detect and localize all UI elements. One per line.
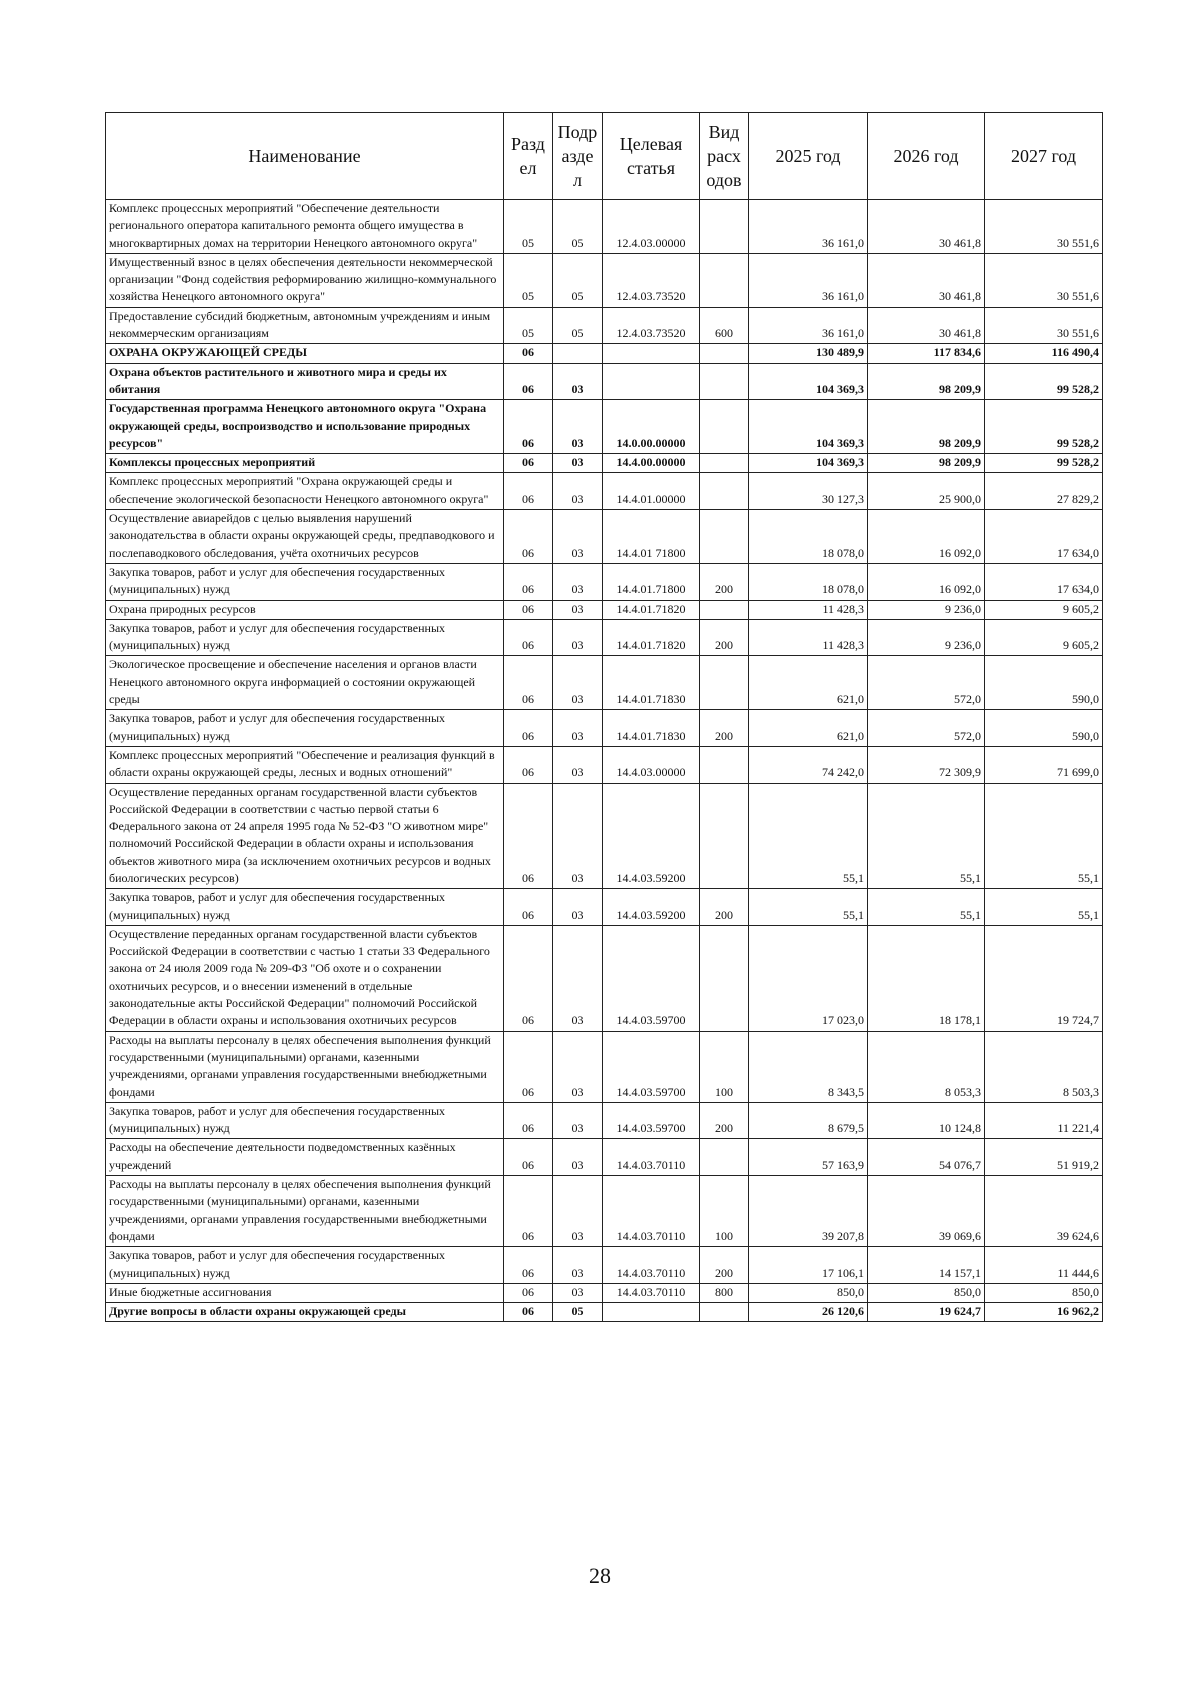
- table-row: [106, 253, 1103, 307]
- row-2027: 8 503,3: [985, 1031, 1103, 1102]
- row-subsection: 03: [553, 925, 603, 1031]
- table-body: [106, 200, 1103, 1322]
- row-2027: 17 634,0: [985, 510, 1103, 564]
- table-row: [106, 363, 1103, 400]
- row-target: 14.4.01.71830: [603, 710, 700, 747]
- row-subsection: 03: [553, 710, 603, 747]
- row-section: 06: [504, 925, 553, 1031]
- row-expense-type: 200: [700, 619, 749, 656]
- row-2025: 17 023,0: [749, 925, 868, 1031]
- row-name: Комплекс процессных мероприятий "Обеспечение и реализация функций в области охраны окружающей среды, лесных и водных отношений": [106, 746, 504, 783]
- row-target: 12.4.03.73520: [603, 307, 700, 344]
- row-expense-type: [700, 783, 749, 889]
- row-section: 06: [504, 510, 553, 564]
- row-subsection: 03: [553, 454, 603, 473]
- row-subsection: 03: [553, 656, 603, 710]
- row-section: 06: [504, 1031, 553, 1102]
- row-target: 14.4.01.00000: [603, 473, 700, 510]
- table-row: [106, 925, 1103, 1031]
- row-2027: 9 605,2: [985, 619, 1103, 656]
- row-2027: 9 605,2: [985, 600, 1103, 619]
- row-expense-type: [700, 600, 749, 619]
- row-2026: 572,0: [868, 656, 985, 710]
- row-2026: 850,0: [868, 1283, 985, 1302]
- row-target: [603, 344, 700, 363]
- row-2026: 30 461,8: [868, 200, 985, 254]
- row-2026: 25 900,0: [868, 473, 985, 510]
- row-name: Закупка товаров, работ и услуг для обеспечения государственных (муниципальных) нужд: [106, 619, 504, 656]
- row-section: 06: [504, 889, 553, 926]
- row-name: Закупка товаров, работ и услуг для обеспечения государственных (муниципальных) нужд: [106, 710, 504, 747]
- row-2026: 98 209,9: [868, 454, 985, 473]
- row-2026: 16 092,0: [868, 563, 985, 600]
- row-name: Расходы на выплаты персоналу в целях обеспечения выполнения функций государственными (муниципальными) органами, казенными учреждениями, органами управления государственными внебюджетными фондами: [106, 1176, 504, 1247]
- row-2025: 55,1: [749, 783, 868, 889]
- row-subsection: 03: [553, 563, 603, 600]
- table-row: [106, 600, 1103, 619]
- row-2025: 104 369,3: [749, 454, 868, 473]
- row-name: Охрана объектов растительного и животного мира и среды их обитания: [106, 363, 504, 400]
- row-2025: 36 161,0: [749, 307, 868, 344]
- row-name: Закупка товаров, работ и услуг для обеспечения государственных (муниципальных) нужд: [106, 889, 504, 926]
- row-section: 06: [504, 363, 553, 400]
- table-row: [106, 473, 1103, 510]
- header-target: Целевая статья: [603, 113, 700, 200]
- row-target: 14.4.03.59700: [603, 1102, 700, 1139]
- row-2027: 55,1: [985, 783, 1103, 889]
- row-section: 06: [504, 563, 553, 600]
- row-target: 12.4.03.00000: [603, 200, 700, 254]
- budget-table: [105, 112, 1103, 1322]
- row-target: 14.4.03.70110: [603, 1176, 700, 1247]
- table-row: [106, 1247, 1103, 1284]
- row-2025: 850,0: [749, 1283, 868, 1302]
- table-row: [106, 1283, 1103, 1302]
- row-2025: 30 127,3: [749, 473, 868, 510]
- row-target: 14.4.00.00000: [603, 454, 700, 473]
- row-subsection: 03: [553, 1247, 603, 1284]
- row-expense-type: [700, 363, 749, 400]
- row-2025: 36 161,0: [749, 200, 868, 254]
- table-row: [106, 1102, 1103, 1139]
- row-subsection: 05: [553, 200, 603, 254]
- row-name: Предоставление субсидий бюджетным, автономным учреждениям и иным некоммерческим организациям: [106, 307, 504, 344]
- row-target: 14.4.03.59200: [603, 783, 700, 889]
- row-expense-type: [700, 510, 749, 564]
- row-name: Закупка товаров, работ и услуг для обеспечения государственных (муниципальных) нужд: [106, 1247, 504, 1284]
- row-2027: 19 724,7: [985, 925, 1103, 1031]
- row-2027: 99 528,2: [985, 400, 1103, 454]
- row-subsection: 03: [553, 1102, 603, 1139]
- row-subsection: 03: [553, 783, 603, 889]
- header-subsection: Подр азде л: [553, 113, 603, 200]
- row-2025: 11 428,3: [749, 619, 868, 656]
- row-target: 14.4.03.70110: [603, 1139, 700, 1176]
- row-section: 06: [504, 656, 553, 710]
- row-target: 14.4.01.71830: [603, 656, 700, 710]
- row-target: [603, 1303, 700, 1322]
- row-target: 14.4.03.59200: [603, 889, 700, 926]
- row-subsection: 03: [553, 363, 603, 400]
- row-expense-type: 200: [700, 1247, 749, 1284]
- row-subsection: [553, 344, 603, 363]
- row-subsection: 03: [553, 510, 603, 564]
- row-2027: 39 624,6: [985, 1176, 1103, 1247]
- row-expense-type: 600: [700, 307, 749, 344]
- row-2026: 30 461,8: [868, 307, 985, 344]
- row-expense-type: [700, 746, 749, 783]
- row-expense-type: [700, 925, 749, 1031]
- table-row: [106, 746, 1103, 783]
- row-name: Осуществление авиарейдов с целью выявления нарушений законодательства в области охраны окружающей среды, предпаводкового и послепаводкового обследования, учёта охотничьих ресурсов: [106, 510, 504, 564]
- row-expense-type: [700, 344, 749, 363]
- table-row: [106, 454, 1103, 473]
- row-expense-type: 200: [700, 1102, 749, 1139]
- row-target: 14.4.01.71820: [603, 600, 700, 619]
- row-2026: 98 209,9: [868, 363, 985, 400]
- row-2027: 51 919,2: [985, 1139, 1103, 1176]
- row-target: 14.4.01.71820: [603, 619, 700, 656]
- row-subsection: 03: [553, 473, 603, 510]
- row-section: 06: [504, 1247, 553, 1284]
- row-section: 06: [504, 1283, 553, 1302]
- row-name: ОХРАНА ОКРУЖАЮЩЕЙ СРЕДЫ: [106, 344, 504, 363]
- row-name: Экологическое просвещение и обеспечение населения и органов власти Ненецкого автономного округа информацией о состоянии окружающей среды: [106, 656, 504, 710]
- row-expense-type: 800: [700, 1283, 749, 1302]
- row-2025: 18 078,0: [749, 510, 868, 564]
- row-section: 06: [504, 344, 553, 363]
- row-2027: 30 551,6: [985, 307, 1103, 344]
- row-expense-type: [700, 253, 749, 307]
- table-header-row: [106, 113, 1103, 200]
- page-number: 28: [589, 1563, 611, 1588]
- row-subsection: 03: [553, 1031, 603, 1102]
- row-name: Осуществление переданных органам государственной власти субъектов Российской Федерации в соответствии с частью первой статьи 6 Федерального закона от 24 апреля 1995 года № 52-ФЗ "О животном мире" полномочий Российской Федерации в области охраны и использования объектов животного мира (за исключением охотничьих ресурсов и водных биологических ресурсов): [106, 783, 504, 889]
- row-target: 14.4.03.59700: [603, 1031, 700, 1102]
- row-2025: 57 163,9: [749, 1139, 868, 1176]
- row-expense-type: [700, 1139, 749, 1176]
- table-row: [106, 510, 1103, 564]
- row-expense-type: [700, 400, 749, 454]
- row-2025: 621,0: [749, 656, 868, 710]
- row-2025: 36 161,0: [749, 253, 868, 307]
- row-name: Закупка товаров, работ и услуг для обеспечения государственных (муниципальных) нужд: [106, 1102, 504, 1139]
- row-subsection: 05: [553, 253, 603, 307]
- row-2026: 54 076,7: [868, 1139, 985, 1176]
- row-expense-type: 100: [700, 1031, 749, 1102]
- row-2027: 116 490,4: [985, 344, 1103, 363]
- row-section: 06: [504, 619, 553, 656]
- row-2025: 18 078,0: [749, 563, 868, 600]
- row-section: 06: [504, 400, 553, 454]
- row-2026: 117 834,6: [868, 344, 985, 363]
- row-2026: 16 092,0: [868, 510, 985, 564]
- row-2025: 104 369,3: [749, 400, 868, 454]
- row-2026: 55,1: [868, 783, 985, 889]
- row-subsection: 03: [553, 1283, 603, 1302]
- row-subsection: 03: [553, 400, 603, 454]
- row-name: Имущественный взнос в целях обеспечения деятельности некоммерческой организации "Фонд содействия реформированию жилищно-коммунального хозяйства Ненецкого автономного округа": [106, 253, 504, 307]
- row-2025: 55,1: [749, 889, 868, 926]
- header-2025: 2025 год: [749, 113, 868, 200]
- row-subsection: 03: [553, 889, 603, 926]
- header-section: Разд ел: [504, 113, 553, 200]
- row-target: 14.4.03.70110: [603, 1283, 700, 1302]
- row-2025: 74 242,0: [749, 746, 868, 783]
- row-section: 06: [504, 1176, 553, 1247]
- row-section: 06: [504, 1139, 553, 1176]
- row-2025: 26 120,6: [749, 1303, 868, 1322]
- row-target: [603, 363, 700, 400]
- row-expense-type: [700, 200, 749, 254]
- row-2026: 9 236,0: [868, 600, 985, 619]
- row-2027: 11 444,6: [985, 1247, 1103, 1284]
- row-2026: 8 053,3: [868, 1031, 985, 1102]
- row-target: 14.0.00.00000: [603, 400, 700, 454]
- row-expense-type: 200: [700, 563, 749, 600]
- row-subsection: 05: [553, 307, 603, 344]
- row-section: 06: [504, 454, 553, 473]
- row-2026: 14 157,1: [868, 1247, 985, 1284]
- row-section: 06: [504, 783, 553, 889]
- row-2027: 590,0: [985, 710, 1103, 747]
- row-subsection: 03: [553, 600, 603, 619]
- row-target: 14.4.01.71800: [603, 563, 700, 600]
- table-row: [106, 1139, 1103, 1176]
- row-expense-type: [700, 473, 749, 510]
- row-target: 12.4.03.73520: [603, 253, 700, 307]
- row-subsection: 03: [553, 746, 603, 783]
- row-2027: 30 551,6: [985, 253, 1103, 307]
- row-subsection: 05: [553, 1303, 603, 1322]
- row-2026: 18 178,1: [868, 925, 985, 1031]
- row-2026: 39 069,6: [868, 1176, 985, 1247]
- table-row: [106, 200, 1103, 254]
- row-2025: 104 369,3: [749, 363, 868, 400]
- header-expense-type: Вид расх одов: [700, 113, 749, 200]
- row-name: Осуществление переданных органам государственной власти субъектов Российской Федерации в соответствии с частью 1 статьи 33 Федерального закона от 24 июля 2009 года № 209-ФЗ "Об охоте и о сохранении охотничьих ресурсов, и о внесении изменений в отдельные законодательные акты Российской Федерации" полномочий Российской Федерации в области охраны и использования охотничьих ресурсов: [106, 925, 504, 1031]
- row-name: Другие вопросы в области охраны окружающей среды: [106, 1303, 504, 1322]
- row-2026: 9 236,0: [868, 619, 985, 656]
- row-2026: 572,0: [868, 710, 985, 747]
- row-target: 14.4.03.59700: [603, 925, 700, 1031]
- row-section: 06: [504, 600, 553, 619]
- row-2025: 8 679,5: [749, 1102, 868, 1139]
- row-name: Иные бюджетные ассигнования: [106, 1283, 504, 1302]
- row-name: Комплекс процессных мероприятий "Охрана окружающей среды и обеспечение экологической безопасности Ненецкого автономного округа": [106, 473, 504, 510]
- row-expense-type: 100: [700, 1176, 749, 1247]
- table-row: [106, 1176, 1103, 1247]
- table-row: [106, 619, 1103, 656]
- table-row: [106, 1031, 1103, 1102]
- table-row: [106, 563, 1103, 600]
- row-2026: 55,1: [868, 889, 985, 926]
- header-name: Наименование: [106, 113, 504, 200]
- row-2025: 11 428,3: [749, 600, 868, 619]
- row-expense-type: 200: [700, 889, 749, 926]
- row-2027: 27 829,2: [985, 473, 1103, 510]
- row-2026: 19 624,7: [868, 1303, 985, 1322]
- row-2027: 71 699,0: [985, 746, 1103, 783]
- row-target: 14.4.03.70110: [603, 1247, 700, 1284]
- table-row: [106, 307, 1103, 344]
- row-2027: 17 634,0: [985, 563, 1103, 600]
- row-target: 14.4.01 71800: [603, 510, 700, 564]
- row-name: Закупка товаров, работ и услуг для обеспечения государственных (муниципальных) нужд: [106, 563, 504, 600]
- table-row: [106, 656, 1103, 710]
- table-row: [106, 344, 1103, 363]
- row-2025: 621,0: [749, 710, 868, 747]
- row-expense-type: [700, 656, 749, 710]
- row-2025: 130 489,9: [749, 344, 868, 363]
- table-row: [106, 889, 1103, 926]
- row-2026: 30 461,8: [868, 253, 985, 307]
- row-name: Комплекс процессных мероприятий "Обеспечение деятельности регионального оператора капитального ремонта общего имущества в многоквартирных домах на территории Ненецкого автономного округа": [106, 200, 504, 254]
- row-subsection: 03: [553, 1139, 603, 1176]
- row-2025: 39 207,8: [749, 1176, 868, 1247]
- row-2027: 30 551,6: [985, 200, 1103, 254]
- row-2026: 72 309,9: [868, 746, 985, 783]
- table-row: [106, 1303, 1103, 1322]
- row-2025: 17 106,1: [749, 1247, 868, 1284]
- row-section: 06: [504, 710, 553, 747]
- row-2027: 16 962,2: [985, 1303, 1103, 1322]
- row-section: 06: [504, 1303, 553, 1322]
- row-subsection: 03: [553, 1176, 603, 1247]
- row-section: 06: [504, 746, 553, 783]
- row-2026: 10 124,8: [868, 1102, 985, 1139]
- row-section: 05: [504, 307, 553, 344]
- row-expense-type: [700, 454, 749, 473]
- row-target: 14.4.03.00000: [603, 746, 700, 783]
- row-expense-type: 200: [700, 710, 749, 747]
- row-name: Расходы на обеспечение деятельности подведомственных казённых учреждений: [106, 1139, 504, 1176]
- row-2027: 590,0: [985, 656, 1103, 710]
- row-2027: 99 528,2: [985, 363, 1103, 400]
- row-section: 06: [504, 473, 553, 510]
- row-name: Расходы на выплаты персоналу в целях обеспечения выполнения функций государственными (муниципальными) органами, казенными учреждениями, органами управления государственными внебюджетными фондами: [106, 1031, 504, 1102]
- table-row: [106, 400, 1103, 454]
- row-subsection: 03: [553, 619, 603, 656]
- row-2027: 11 221,4: [985, 1102, 1103, 1139]
- header-2026: 2026 год: [868, 113, 985, 200]
- row-section: 06: [504, 1102, 553, 1139]
- row-2027: 55,1: [985, 889, 1103, 926]
- row-name: Государственная программа Ненецкого автономного округа "Охрана окружающей среды, воспроизводство и использование природных ресурсов": [106, 400, 504, 454]
- row-section: 05: [504, 200, 553, 254]
- table-row: [106, 783, 1103, 889]
- row-2026: 98 209,9: [868, 400, 985, 454]
- row-2027: 99 528,2: [985, 454, 1103, 473]
- row-2027: 850,0: [985, 1283, 1103, 1302]
- row-2025: 8 343,5: [749, 1031, 868, 1102]
- row-section: 05: [504, 253, 553, 307]
- row-name: Охрана природных ресурсов: [106, 600, 504, 619]
- header-2027: 2027 год: [985, 113, 1103, 200]
- table-row: [106, 710, 1103, 747]
- row-expense-type: [700, 1303, 749, 1322]
- row-name: Комплексы процессных мероприятий: [106, 454, 504, 473]
